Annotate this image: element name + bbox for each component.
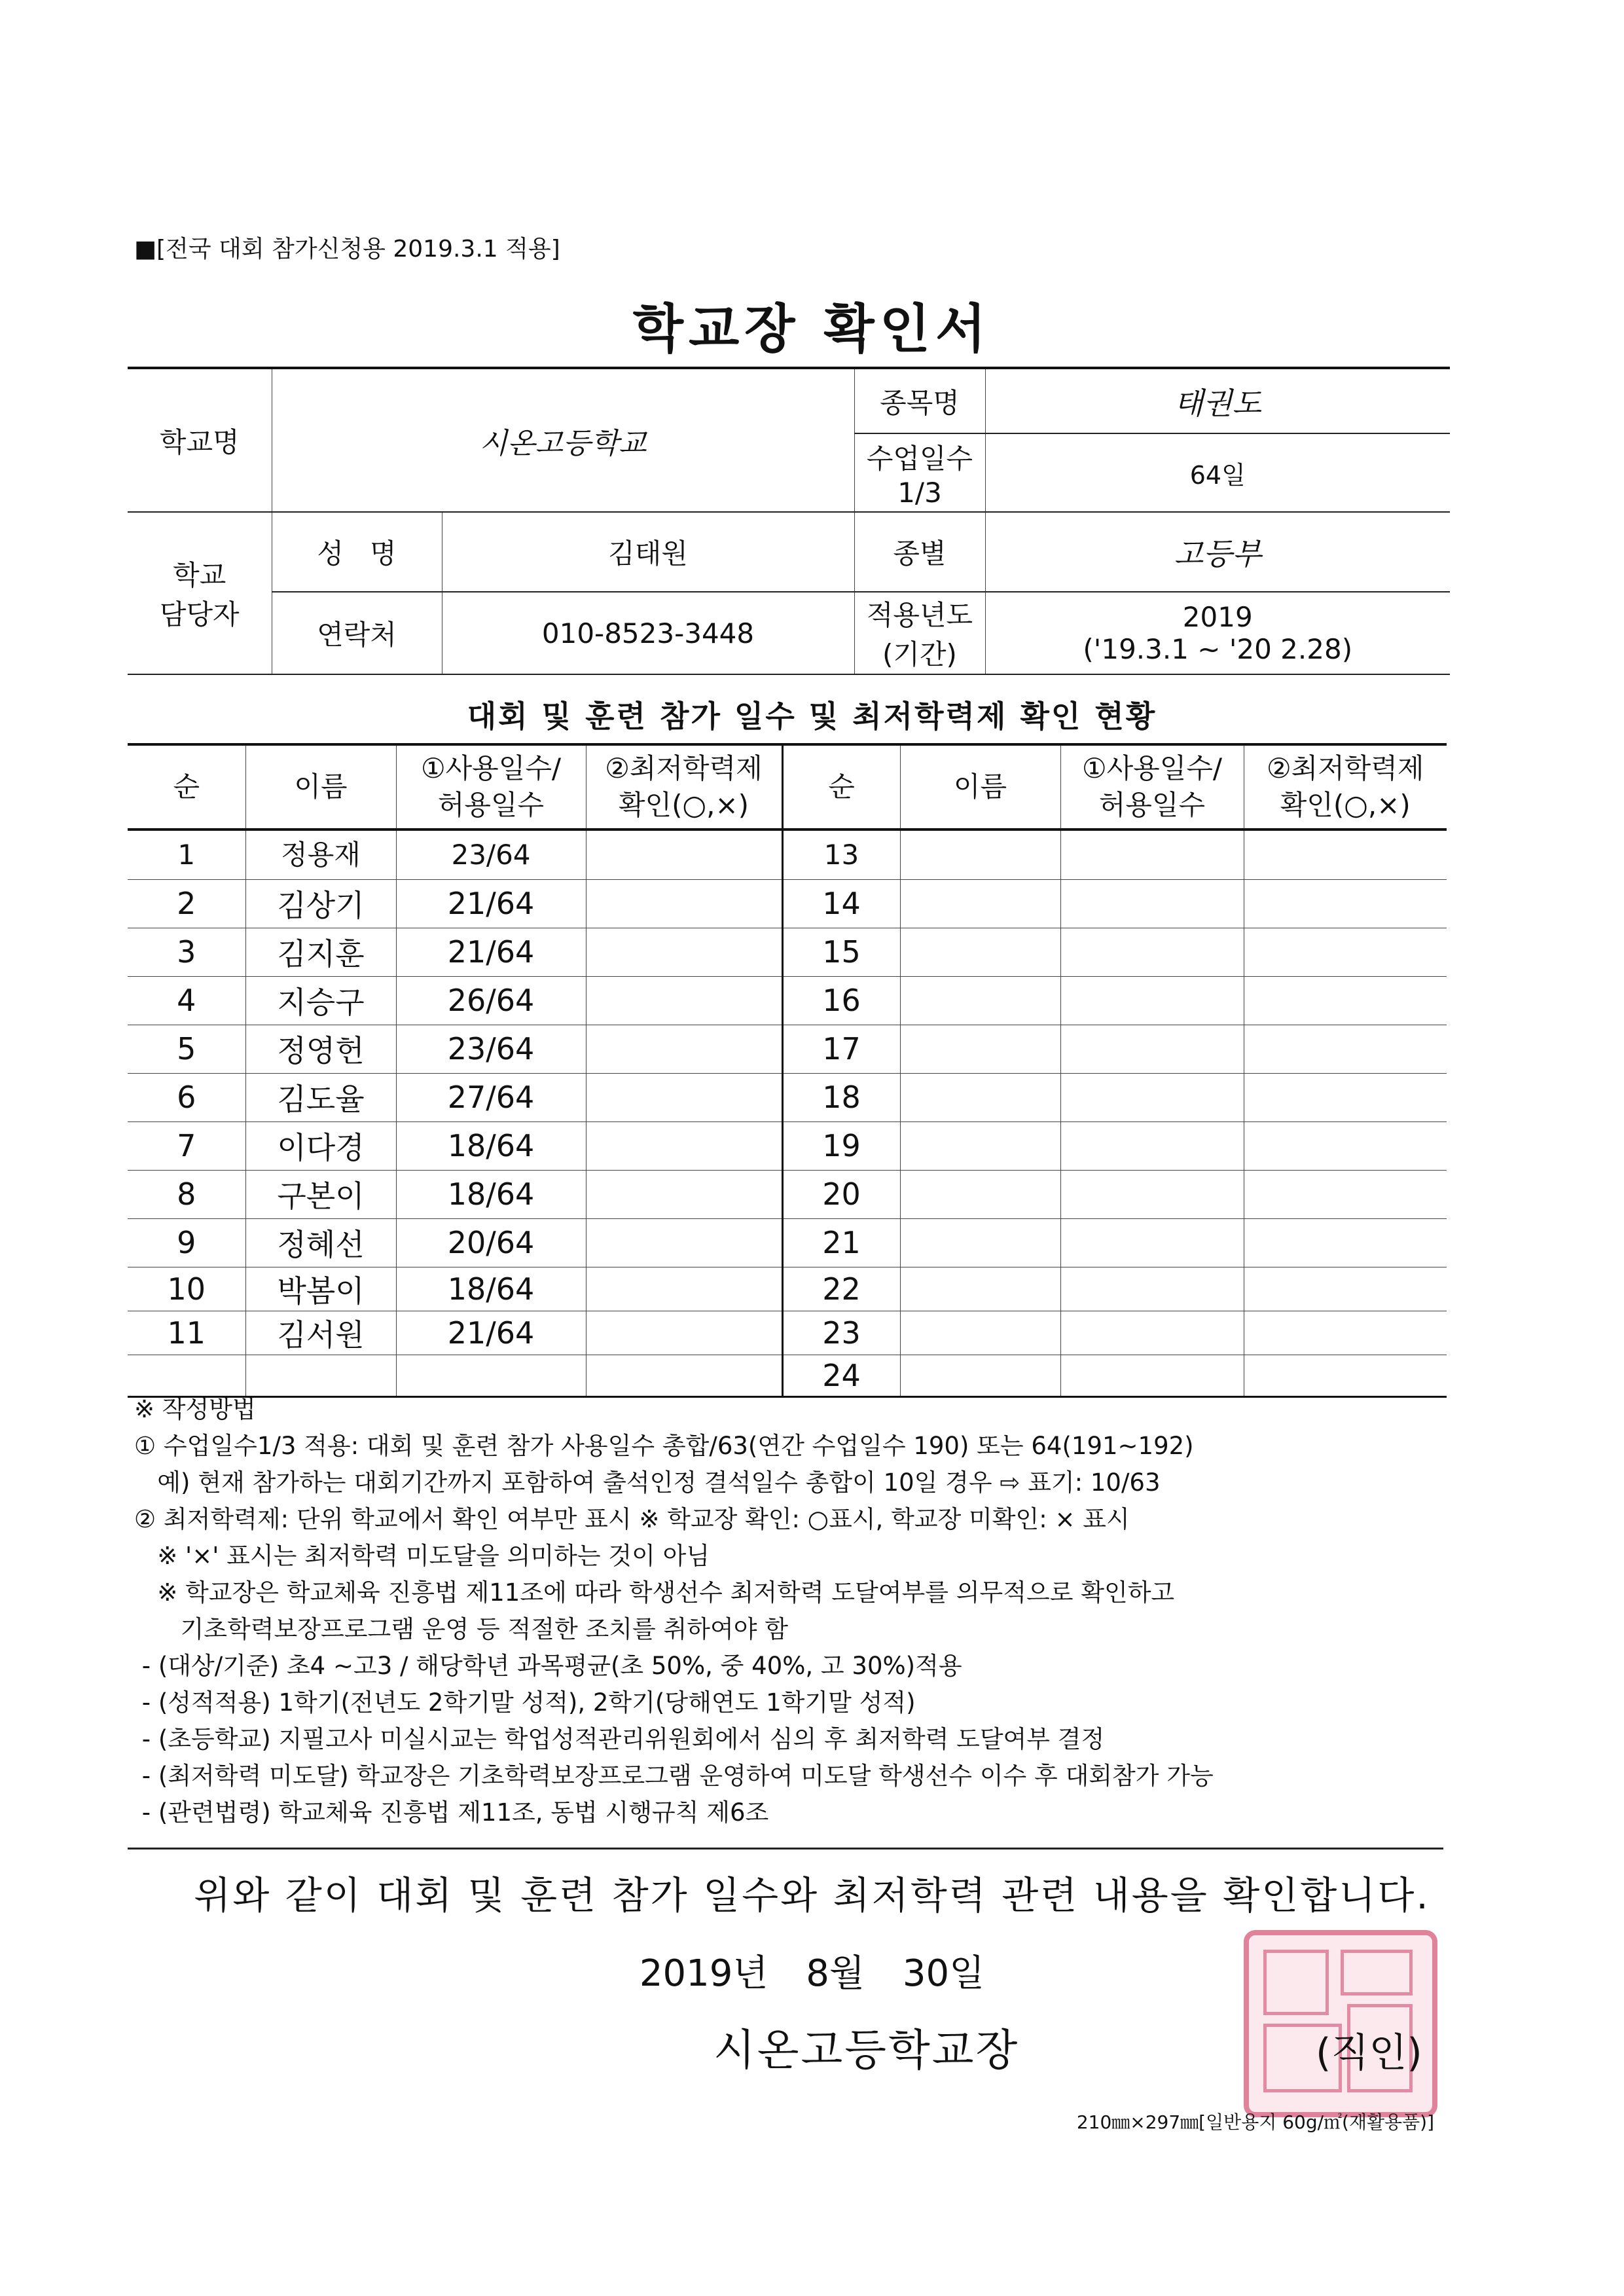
note-line: ① 수업일수1/3 적용: 대회 및 훈련 참가 사용일수 총합/63(연간 수업일수 190) 또는 64(191~192) [134,1432,1194,1460]
cell-days [1060,1267,1244,1311]
cell-no: 10 [128,1267,245,1311]
signer-name: 시온고등학교장 [713,2025,1020,2075]
cell-confirm [586,1170,782,1218]
col-confirm-right [1244,744,1447,829]
cell-no: 9 [128,1218,245,1267]
cell-no: 8 [128,1170,245,1218]
class-days-value: 64일 [985,433,1450,512]
cell-name [900,1073,1060,1121]
cell-days [396,1355,586,1396]
cell-days: 21/64 [396,879,586,928]
table-row [128,1311,1447,1355]
cell-confirm [1244,829,1447,879]
table-row [128,1121,1447,1170]
cell-name: 구본이 [245,1170,396,1218]
cell-confirm [586,1311,782,1355]
year-label [854,592,985,674]
contact-person-label-line1: 학교 [173,559,226,591]
cell-confirm [586,928,782,976]
cell-no: 2 [128,879,245,928]
year-number: 2019 [1182,601,1253,633]
cell-confirm [586,1355,782,1396]
name-value: 김태원 [442,512,854,592]
cell-days: 23/64 [396,829,586,879]
cell-confirm [1244,1267,1447,1311]
cell-name: 이다경 [245,1121,396,1170]
cell-confirm [586,829,782,879]
contact-person-label [128,512,272,674]
cell-name [245,1355,396,1396]
cell-confirm [586,1025,782,1073]
cell-no: 7 [128,1121,245,1170]
table-row [128,829,1447,879]
cell-confirm [586,1073,782,1121]
cell-name [900,928,1060,976]
cell-days: 21/64 [396,928,586,976]
cell-confirm [1244,1073,1447,1121]
cell-no: 17 [782,1025,900,1073]
col-no-left: 순 [128,744,245,829]
cell-name: 지승구 [245,976,396,1025]
year-label-line2: (기간) [882,638,957,670]
col-confirm-left [586,744,782,829]
date-day: 30일 [902,1952,985,1995]
cell-no: 22 [782,1267,900,1311]
cell-no: 6 [128,1073,245,1121]
col-days-line2: 허용일수 [1098,789,1206,821]
cell-days [1060,1170,1244,1218]
instructions [134,1391,1214,1831]
cell-no: 14 [782,879,900,928]
cell-name: 김서원 [245,1311,396,1355]
date-year: 2019년 [639,1952,768,1995]
note-line: ※ '×' 표시는 최저학력 미도달을 의미하는 것이 아님 [134,1542,710,1570]
table-row [128,1025,1447,1073]
note-line: - (초등학교) 지필고사 미실시교는 학업성적관리위원회에서 심의 후 최저학력 도달여부 결정 [134,1725,1105,1753]
cell-confirm [1244,976,1447,1025]
col-days-line1: ①사용일수/ [420,752,562,784]
cell-days [1060,1121,1244,1170]
name-label: 성 명 [272,512,442,592]
document-title: 학교장 확인서 [632,299,992,359]
table-row [128,928,1447,976]
table-row [128,1267,1447,1311]
cell-no: 19 [782,1121,900,1170]
note-line: 기초학력보장프로그램 운영 등 적절한 조치를 취하여야 함 [134,1615,788,1643]
cell-confirm [1244,928,1447,976]
cell-name: 박봄이 [245,1267,396,1311]
cell-name [900,1218,1060,1267]
cell-no: 20 [782,1170,900,1218]
cell-days [1060,829,1244,879]
table-row [128,1218,1447,1267]
phone-value: 010-8523-3448 [442,592,854,674]
col-days-line2: 허용일수 [437,789,545,821]
cell-confirm [1244,879,1447,928]
col-name-left: 이름 [245,744,396,829]
cell-name [900,879,1060,928]
cell-name: 정영헌 [245,1025,396,1073]
col-confirm-line2: 확인(○,×) [618,789,749,821]
cell-name: 김지훈 [245,928,396,976]
participation-table [128,743,1447,1398]
year-label-line1: 적용년도 [866,599,973,631]
note-line: - (성적적용) 1학기(전년도 2학기말 성적), 2학기(당해연도 1학기말 성적) [134,1688,916,1717]
cell-no: 11 [128,1311,245,1355]
cell-confirm [586,879,782,928]
note-line: ② 최저학력제: 단위 학교에서 확인 여부만 표시 ※ 학교장 확인: ○표시, 학교장 미확인: × 표시 [134,1505,1130,1533]
cell-no: 15 [782,928,900,976]
cell-days [1060,1311,1244,1355]
cell-confirm [1244,1218,1447,1267]
cell-no: 24 [782,1355,900,1396]
phone-label: 연락처 [272,592,442,674]
cell-name [900,1267,1060,1311]
table-row [128,1073,1447,1121]
cell-days [1060,1218,1244,1267]
cell-name [900,1170,1060,1218]
sport-label: 종목명 [854,368,985,433]
cell-no: 16 [782,976,900,1025]
cell-confirm [1244,1025,1447,1073]
cell-name [900,829,1060,879]
note-line: - (최저학력 미도달) 학교장은 기초학력보장프로그램 운영하여 미도달 학생선수 이수 후 대회참가 가능 [134,1762,1214,1790]
status-title: 대회 및 훈련 참가 일수 및 최저학력제 확인 현황 [467,699,1157,734]
note-line: ※ 학교장은 학교체육 진흥법 제11조에 따라 학생선수 최저학력 도달여부를 의무적으로 확인하고 [134,1578,1175,1607]
cell-name [900,1121,1060,1170]
cell-name: 김상기 [245,879,396,928]
note-line: - (관련법령) 학교체육 진흥법 제11조, 동법 시행규칙 제6조 [134,1798,769,1827]
table-row [128,879,1447,928]
col-days-right [1060,744,1244,829]
cell-confirm [1244,1170,1447,1218]
table-row [128,1355,1447,1396]
col-confirm-line1: ②최저학력제 [605,752,763,784]
cell-days [1060,879,1244,928]
form-header: ■[전국 대회 참가신청용 2019.3.1 적용] [134,236,560,263]
cell-confirm [586,1267,782,1311]
cell-days [1060,1025,1244,1073]
cell-days: 18/64 [396,1170,586,1218]
cell-confirm [1244,1311,1447,1355]
year-value [985,592,1450,674]
cell-confirm [1244,1355,1447,1396]
cell-days: 18/64 [396,1267,586,1311]
cell-name [900,1025,1060,1073]
cell-name: 정혜선 [245,1218,396,1267]
cell-name [900,1311,1060,1355]
note-line: 예) 현재 참가하는 대회기간까지 포함하여 출석인정 결석일수 총합이 10일 경우 ⇨ 표기: 10/63 [134,1468,1161,1497]
cell-confirm [586,976,782,1025]
cell-name: 김도율 [245,1073,396,1121]
school-info-table [128,367,1450,675]
school-name-value: 시온고등학교 [272,368,854,512]
cell-days: 26/64 [396,976,586,1025]
cell-name: 정용재 [245,829,396,879]
col-confirm-line1: ②최저학력제 [1266,752,1424,784]
note-line: - (대상/기준) 초4 ~고3 / 해당학년 과목평균(초 50%, 중 40%, 고 30%)적용 [134,1652,962,1680]
date-month: 8월 [806,1952,865,1995]
cell-confirm [1244,1121,1447,1170]
table-row [128,1170,1447,1218]
cell-no: 3 [128,928,245,976]
cell-name [900,1355,1060,1396]
cell-no: 13 [782,829,900,879]
contact-person-label-line2: 담당자 [159,598,240,630]
division-label: 종별 [854,512,985,592]
col-days-left [396,744,586,829]
cell-days: 18/64 [396,1121,586,1170]
cell-no: 18 [782,1073,900,1121]
cell-no: 5 [128,1025,245,1073]
year-period: ('19.3.1 ~ '20 2.28) [1083,633,1353,665]
cell-days [1060,1073,1244,1121]
col-confirm-line2: 확인(○,×) [1280,789,1411,821]
class-days-label-line2: 1/3 [897,476,942,509]
col-name-right: 이름 [900,744,1060,829]
cell-days [1060,976,1244,1025]
sport-value: 태권도 [985,368,1450,433]
cell-days: 23/64 [396,1025,586,1073]
class-days-label [854,433,985,512]
cell-days: 27/64 [396,1073,586,1121]
note-line: ※ 작성방법 [134,1395,256,1423]
cell-no: 1 [128,829,245,879]
table-row [128,976,1447,1025]
seal-mark: (직인) [1316,2030,1422,2076]
divider [128,1848,1443,1850]
school-name-label: 학교명 [128,368,272,512]
col-days-line1: ①사용일수/ [1081,752,1223,784]
cell-days: 21/64 [396,1311,586,1355]
cell-no [128,1355,245,1396]
cell-confirm [586,1218,782,1267]
cell-days [1060,928,1244,976]
table-header-row [128,744,1447,829]
cell-name [900,976,1060,1025]
cell-no: 23 [782,1311,900,1355]
division-value: 고등부 [985,512,1450,592]
confirmation-statement: 위와 같이 대회 및 훈련 참가 일수와 최저학력 관련 내용을 확인합니다. [194,1873,1430,1918]
cell-days: 20/64 [396,1218,586,1267]
cell-confirm [586,1121,782,1170]
cell-no: 21 [782,1218,900,1267]
class-days-label-line1: 수업일수 [866,442,973,475]
cell-days [1060,1355,1244,1396]
cell-no: 4 [128,976,245,1025]
paper-spec: 210㎜×297㎜[일반용지 60g/㎡(재활용품)] [1076,2111,1434,2133]
col-no-right: 순 [782,744,900,829]
